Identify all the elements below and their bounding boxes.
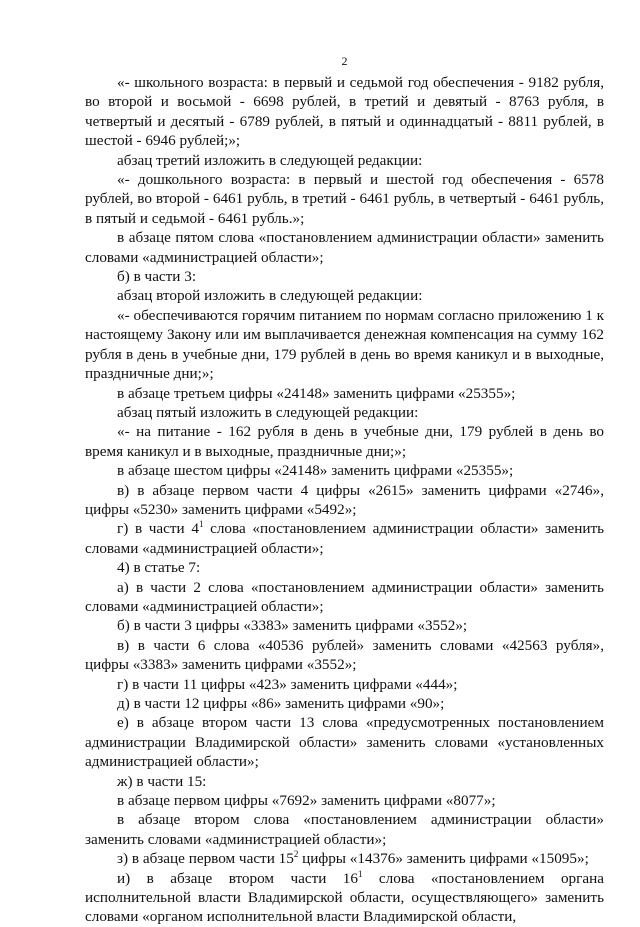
paragraph: абзац пятый изложить в следующей редакции: — [117, 403, 419, 421]
page-number: 2 — [341, 54, 348, 68]
paragraph-text: г) в части 4 — [117, 520, 199, 538]
paragraph-with-superscript — [85, 519, 604, 558]
paragraph: в абзаце шестом цифры «24148» заменить цифрами «25355»; — [117, 462, 514, 480]
superscript: 1 — [198, 519, 204, 530]
paragraph-with-superscript — [85, 869, 604, 927]
paragraph-with-superscript — [85, 849, 604, 868]
paragraph: в) в абзаце первом части 4 цифры «2615» заменить цифрами «2746», цифры «5230» заменить цифрами «5492»; — [85, 481, 604, 518]
paragraph: д) в части 12 цифры «86» заменить цифрами «90»; — [117, 695, 445, 712]
paragraph: «- обеспечиваются горячим питанием по нормам согласно приложению 1 к настоящему Закону или им выплачивается денежная компенсация на сумму 162 рубля в день в учебные дни, 179 рублей в день во время каникул и в выходные, праздничные дни;»; — [85, 306, 604, 383]
paragraph: «- дошкольного возраста: в первый и шестой год обеспечения - 6578 рублей, во второй - 6461 рубль, в третий - 6461 рубль, в четвертый - 6461 рубль, в пятый и седьмой - 6461 рубль.»; — [85, 171, 604, 227]
paragraph: в абзаце первом цифры «7692» заменить цифрами «8077»; — [117, 792, 496, 810]
superscript: 2 — [293, 849, 299, 860]
paragraph: б) в части 3: — [117, 268, 197, 286]
paragraph: ж) в части 15: — [117, 772, 207, 790]
paragraph: г) в части 11 цифры «423» заменить цифрами «444»; — [117, 675, 458, 693]
paragraph-text: и) в абзаце втором части 16 — [117, 869, 358, 887]
paragraph: в абзаце третьем цифры «24148» заменить цифрами «25355»; — [117, 384, 516, 402]
paragraph: абзац третий изложить в следующей редакции: — [117, 151, 423, 169]
paragraph: 4) в статье 7: — [117, 559, 201, 577]
paragraph: «- на питание - 162 рубля в день в учебные дни, 179 рублей в день во время каникул и в выходные, праздничные дни;»; — [85, 423, 604, 460]
paragraph: в) в части 6 слова «40536 рублей» заменить словами «42563 рубля», цифры «3383» заменить цифрами «3552»; — [85, 636, 604, 674]
paragraph: в абзаце втором слова «постановлением администрации области» заменить словами «администрацией области»; — [85, 811, 604, 848]
paragraph: б) в части 3 цифры «3383» заменить цифрами «3552»; — [117, 617, 468, 635]
paragraph: в абзаце пятом слова «постановлением администрации области» заменить словами «администрацией области»; — [85, 229, 604, 266]
paragraph-text: слова «постановлением администрации области» заменить словами «администрацией области»; — [85, 520, 605, 557]
paragraph-text: з) в абзаце первом части 15 — [117, 850, 294, 868]
paragraph: е) в абзаце втором части 13 слова «предусмотренных постановлением администрации Владимирской области» заменить словами «установленных администрацией области»; — [85, 714, 604, 771]
paragraph: «- школьного возраста: в первый и седьмой год обеспечения - 9182 рубля, во второй и восьмой - 6698 рублей, в третий и девятый - 8763 рубля, в четвертый и десятый - 6789 рублей, в пятый и одиннадцатый - 8811 рублей, в шестой - 6946 рублей;»; — [85, 74, 604, 150]
paragraph-text: слова «постановлением органа исполнительной власти Владимирской области, осуществляющего» заменить словами «органом исполнительной власти Владимирской области, — [85, 869, 604, 926]
paragraph-text: цифры «14376» заменить цифрами «15095»; — [298, 850, 589, 868]
paragraph: абзац второй изложить в следующей редакции: — [117, 287, 423, 305]
superscript: 1 — [357, 868, 363, 879]
paragraph: а) в части 2 слова «постановлением администрации области» заменить словами «администрацией области»; — [85, 578, 604, 615]
